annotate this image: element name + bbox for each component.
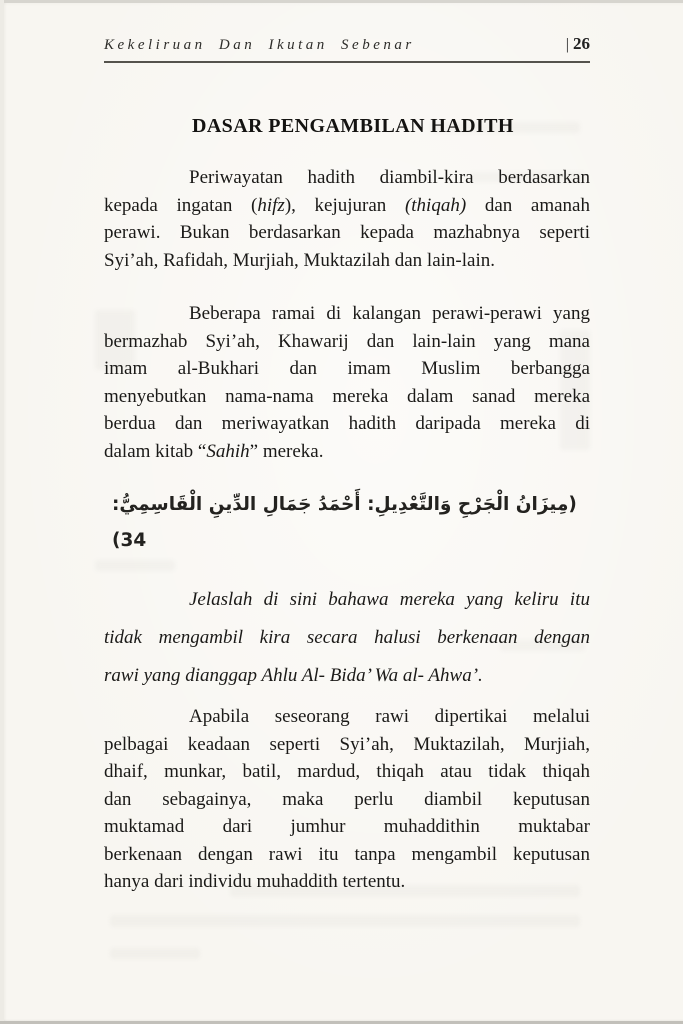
text-line: imam al-Bukhari dan imam Muslim berbangga xyxy=(104,358,590,379)
text-line: menyebutkan nama-nama mereka dalam sanad mereka xyxy=(104,385,590,407)
page-number xyxy=(566,34,590,54)
text-line: tidak mengambil kira secara halusi berkenaan dengan xyxy=(104,627,590,648)
text-line: perawi. Bukan berdasarkan kepada mazhabnya seperti xyxy=(104,222,590,243)
paragraph-3 xyxy=(104,581,590,695)
scan-edge-top xyxy=(0,0,683,3)
running-title: Kekeliruan Dan Ikutan Sebenar xyxy=(104,37,415,53)
text-line: pelbagai keadaan seperti Syi’ah, Muktazilah, Murjiah, xyxy=(104,733,590,755)
scan-edge-left xyxy=(0,0,4,1024)
text-line: Jelaslah di sini bahawa mereka yang keliru itu xyxy=(189,589,590,610)
text-line: Periwayatan hadith diambil-kira berdasarkan xyxy=(189,167,590,188)
text-line: muktamad dari jumhur muhaddithin muktabar xyxy=(104,816,590,837)
arabic-citation: (مِيزَانُ الْجَرْحِ وَالتَّعْدِيلِ: أَحْمَدُ جَمَالِ الدِّينِ الْقَاسِمِيُّ: 34) xyxy=(112,494,577,551)
text-line: kepada ingatan (hifz), kejujuran (thiqah) dan amanah xyxy=(104,194,590,216)
text-line: Syi’ah, Rafidah, Murjiah, Muktazilah dan lain-lain. xyxy=(104,249,495,271)
bleed-through-ghost xyxy=(110,948,200,959)
text-line: berdua dan meriwayatkan hadith daripada mereka di xyxy=(104,413,590,434)
text-line: rawi yang dianggap Ahlu Al- Bida’ Wa al- Ahwa’. xyxy=(104,665,483,686)
text-line: Beberapa ramai di kalangan perawi-perawi yang xyxy=(189,303,590,324)
text-line: dhaif, munkar, batil, mardud, thiqah atau tidak thiqah xyxy=(104,761,590,782)
text-line: bermazhab Syi’ah, Khawarij dan lain-lain yang mana xyxy=(104,330,590,352)
text-line: hanya dari individu muhaddith tertentu. xyxy=(104,871,406,892)
page-header xyxy=(104,34,590,63)
section-title: DASAR PENGAMBILAN HADITH xyxy=(192,115,514,137)
text-column xyxy=(104,34,590,922)
text-line: dan sebagainya, maka perlu diambil keputusan xyxy=(104,788,590,810)
text-line: Apabila seseorang rawi dipertikai melalui xyxy=(189,706,590,727)
paragraph-2 xyxy=(104,300,590,465)
page-number-value: 26 xyxy=(573,34,590,53)
page-number-divider: | xyxy=(565,36,569,53)
text-body xyxy=(104,164,590,896)
paragraph-4 xyxy=(104,703,590,896)
paragraph-1 xyxy=(104,164,590,274)
text-line: berkenaan dengan rawi itu tanpa mengambil keputusan xyxy=(104,843,590,865)
text-line: dalam kitab “Sahih” mereka. xyxy=(104,440,324,462)
